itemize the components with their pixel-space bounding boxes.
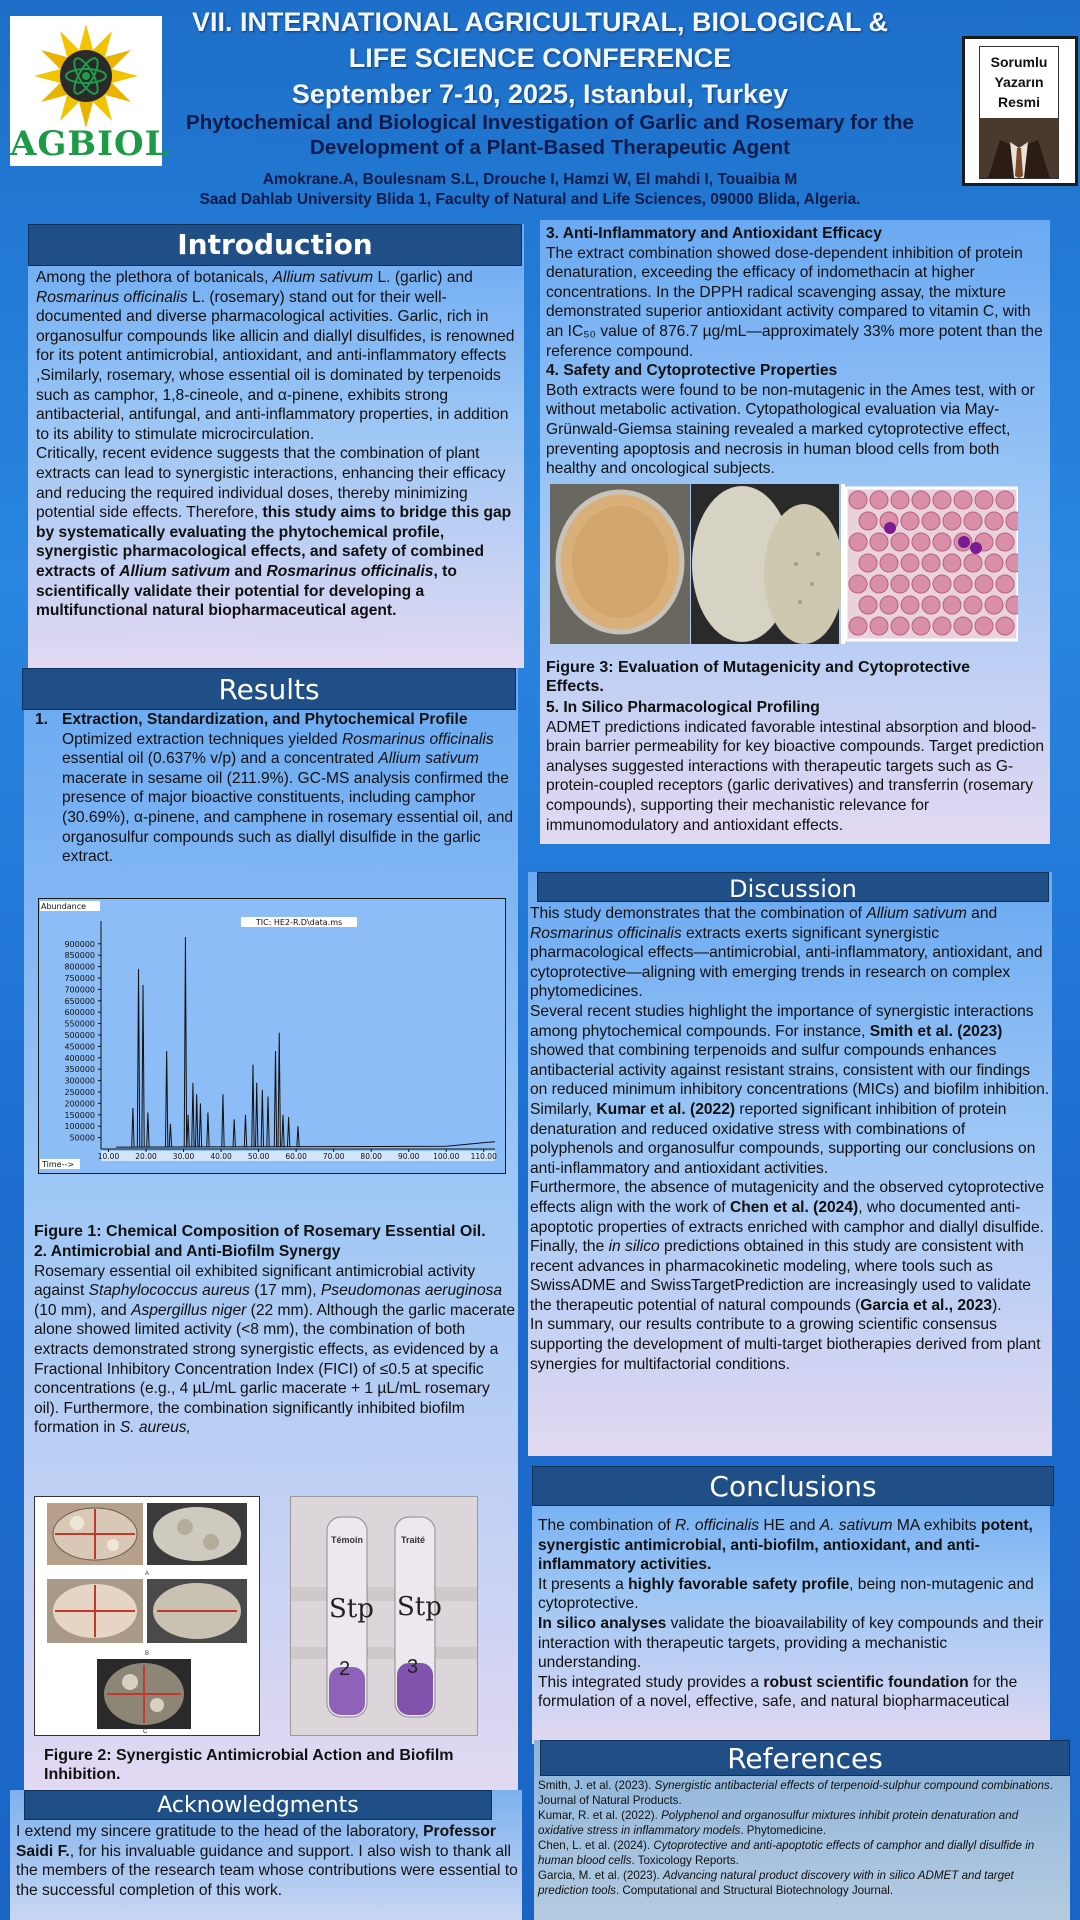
reference-item: Garcia, M. et al. (2023). Advancing natural product discovery with in silico ADMET and target prediction tools. Computational and Structural Biotechnology Journal.: [538, 1869, 1014, 1897]
figure-1-caption: Figure 1: Chemical Composition of Rosemary Essential Oil.: [34, 1223, 486, 1240]
chart-y-tick-label: 250000: [64, 1088, 95, 1097]
chart-y-tick-label: 900000: [64, 939, 95, 949]
red-blood-cell: [901, 554, 919, 572]
tube-mark-1: Stp: [329, 1594, 374, 1624]
conclusions-text: The combination of R. officinalis HE and A. sativum MA exhibits potent, synergistic antimicrobial, anti-biofilm, antioxidant, and anti-inflammatory activities. It presents a highly favorable safety profile, being non-mutagenic and cytoprotective. In silico analyses validate the bioavailability of key compounds and their interaction with therapeutic targets, providing a mechanistic understanding. This integrated study provides a robust scientific foundation for the formulation of a novel, effective, safe, and natural biopharmaceutical: [538, 1517, 1044, 1711]
red-blood-cell: [954, 491, 972, 509]
chart-x-tick-label: 20.00: [135, 1152, 157, 1161]
red-blood-cell: [912, 575, 930, 593]
red-blood-cell: [933, 533, 951, 551]
chart-y-label: Abundance: [41, 902, 87, 911]
chart-y-tick-label: 700000: [64, 985, 95, 995]
red-blood-cell: [891, 533, 909, 551]
tube-label-control: Témoin: [331, 1535, 364, 1545]
results-section-5: 5. In Silico Pharmacological Profiling ADMET predictions indicated favorable intestinal absorption and blood-brain barrier permeability for key bioactive compounds. Target prediction analyses suggested interactions with therapeutic targets such as G-protein-coupled receptors (garlic derivatives) and transferrin (rosemary compounds), supporting their mechanistic relevance for immunomodulatory and antioxidant effects.: [546, 699, 1045, 834]
plate-label-c: C: [143, 1729, 148, 1735]
red-blood-cell: [912, 617, 930, 635]
badge-line-1: Sorumlu: [990, 54, 1048, 70]
red-blood-cell: [964, 554, 982, 572]
red-blood-cell: [933, 575, 951, 593]
chart-x-tick-label: 80.00: [360, 1152, 382, 1161]
chart-x-tick-label: 50.00: [247, 1152, 270, 1161]
badge-line-2: Yazarın: [994, 74, 1044, 90]
red-blood-cell: [922, 596, 940, 614]
conference-line3: September 7-10, 2025, Istanbul, Turkey: [291, 79, 789, 109]
leukocyte: [958, 536, 970, 548]
introduction-text: Among the plethora of botanicals, Allium sativum L. (garlic) and Rosmarinus officinalis L. (rosemary) stand out for their well-documented and diverse pharmacological activities. Garlic, rich in organosulfur compounds like allicin and diallyl disulfides, is renowned for its potent antimicrobial, antioxidant, and anti-inflammatory effects ,Similarly, rosemary, whose essential oil is dominated by terpenoids such as camphor, 1,8-cineole, and α-pinene, exhibits strong antibacterial, antifungal, and anti-inflammatory properties, in addition to its ability to stimulate microcirculation. Critically, recent evidence suggests that the combination of plant extracts can lead to synergistic interactions, enhancing their efficacy and reducing the required individual doses, thereby minimizing potential side effects. Therefore, this study aims to bridge this gap by systematically evaluating the phytochemical profile, synergistic pharmacological effects, and safety of combined extracts of Allium sativum and Rosmarinus officinalis, to scientifically validate their potential for developing a multifunctional natural biopharmaceutical agent.: [36, 269, 515, 620]
acknowledgments-heading: Acknowledgments: [24, 1790, 492, 1820]
chart-y-tick-label: 550000: [64, 1019, 95, 1029]
chart-x-tick-label: 100.00: [433, 1152, 460, 1161]
red-blood-cell: [870, 575, 888, 593]
tube-number-3: 3: [407, 1656, 419, 1678]
conference-line1: VII. INTERNATIONAL AGRICULTURAL, BIOLOGICAL &: [192, 7, 888, 37]
chart-y-tick-label: 600000: [64, 1008, 95, 1018]
red-blood-cell: [901, 596, 919, 614]
chart-x-tick-label: 30.00: [172, 1152, 195, 1161]
chromatogram-svg: [39, 899, 505, 1173]
introduction-heading: Introduction: [28, 224, 522, 266]
red-blood-cell: [912, 491, 930, 509]
red-blood-cell: [901, 512, 919, 530]
poster-title: Phytochemical and Biological Investigation of Garlic and Rosemary for the Development of a Plant-Based Therapeutic Agent: [186, 111, 914, 159]
red-blood-cell: [849, 617, 867, 635]
chart-x-tick-label: 40.00: [210, 1152, 232, 1161]
red-blood-cell: [849, 491, 867, 509]
conference-line2: LIFE SCIENCE CONFERENCE: [348, 43, 732, 73]
chart-y-tick-label: 650000: [64, 996, 95, 1006]
red-blood-cell: [975, 575, 993, 593]
results-section-3: 3. Anti-Inflammatory and Antioxidant Efficacy The extract combination showed dose-dependent inhibition of protein denaturation, exceeding the efficacy of indomethacin at higher concentrations. In the DPPH radical scavenging assay, the mixture demonstrated superior antioxidant activity compared to vitamin C, with an IC₅₀ value of 876.7 µg/mL—approximately 33% more potent than the reference compound. 4. Safety and Cytoprotective Properties Both extracts were found to be non-mutagenic in the Ames test, with or without metabolic activation. Cytopathological evaluation via May-Grünwald-Giemsa staining revealed a marked cytoprotective effect, preventing apoptosis and necrosis in human blood cells from both healthy and oncological subjects.: [546, 225, 1043, 478]
figure-2-plates: [34, 1496, 260, 1736]
red-blood-cell: [870, 533, 888, 551]
red-blood-cell: [985, 554, 1003, 572]
figure-1-chromatogram: [38, 898, 506, 1174]
red-blood-cell: [975, 491, 993, 509]
red-blood-cell: [996, 533, 1014, 551]
chart-y-tick-label: 450000: [64, 1042, 95, 1052]
tube-mark-2: Stp: [397, 1592, 442, 1622]
logo-text: AGBIOL: [10, 124, 170, 164]
chart-plot-area: [101, 921, 495, 1149]
blood-smear-image: [846, 488, 1018, 640]
red-blood-cell: [996, 575, 1014, 593]
leukocyte: [884, 522, 896, 534]
results-section-1: 1. Extraction, Standardization, and Phytochemical Profile Optimized extraction techniques yielded Rosmarinus officinalis essential oil (0.637% v/p) and a concentrated Allium sativum macerate in sesame oil (211.9%). GC-MS analysis confirmed the presence of major bioactive constituents, including camphor (30.69%), α-pinene, and camphene in rosemary essential oil, and organosulfur compounds such as diallyl disulfide in the garlic extract.: [35, 711, 514, 866]
red-blood-cell: [985, 596, 1003, 614]
discussion-text: This study demonstrates that the combination of Allium sativum and Rosmarinus officinalis extracts exerts significant synergistic pharmacological effects—antimicrobial, anti-inflammatory, antioxidant, and cytoprotective—aligning with emerging trends in research on complex phytomedicines. Several recent studies highlight the importance of synergistic interactions among phytochemical compounds. For instance, Smith et al. (2023) showed that combining terpenoids and sulfur compounds enhances antibacterial activity against resistant strains, consistent with our findings on reduced minimum inhibitory concentrations (MICs) and biofilm inhibition. Similarly, Kumar et al. (2022) reported significant inhibition of protein denaturation and reduced oxidative stress with combinations of polyphenols and organosulfur compounds, supporting our conclusions on anti-inflammatory and antioxidant activities. Furthermore, the absence of mutagenicity and the observed cytoprotective effects align with the work of Chen et al. (2024), who documented anti-apoptotic properties of extracts enriched with camphor and diallyl disulfide. Finally, the in silico predictions obtained in this study are consistent with recent advances in pharmacokinetic modeling, where tools such as SwissADME and SwissTargetPrediction are increasingly used to validate the therapeutic potential of natural compounds (Garcia et al., 2023). In summary, our results contribute to a growing scientific consensus supporting the development of multi-target biotherapies derived from plant synergies for multifactorial conditions.: [530, 905, 1050, 1373]
red-blood-cell: [891, 617, 909, 635]
results-section-2: 2. Antimicrobial and Anti-Biofilm Synergy Rosemary essential oil exhibited significant antimicrobial activity against Staphylococcus aureus (17 mm), Pseudomonas aeruginosa (10 mm), and Aspergillus niger (22 mm). Although the garlic macerate alone showed limited activity (<8 mm), the combination of both extracts demonstrated strong synergistic effects, as evidenced by a Fractional Inhibitory Concentration Index (FICI) of ≤0.5 at specific concentrations (e.g., 4 µL/mL garlic macerate + 1 µL/mL rosemary oil). Furthermore, the combination significantly inhibited biofilm formation in S. aureus,: [34, 1243, 516, 1437]
red-blood-cell: [891, 491, 909, 509]
red-blood-cell: [954, 617, 972, 635]
red-blood-cell: [985, 512, 1003, 530]
figure-2-tubes: [290, 1496, 478, 1736]
reference-item: Smith, J. et al. (2023). Synergistic antibacterial effects of terpenoid-sulphur compound combinations. Journal of Natural Products.: [538, 1779, 1053, 1807]
chart-y-tick-label: 350000: [64, 1065, 95, 1075]
red-blood-cell: [943, 554, 961, 572]
reference-item: Chen, L. et al. (2024). Cytoprotective and anti-apoptotic effects of camphor and diallyl disulfide in human blood cells. Toxicology Reports.: [538, 1839, 1035, 1867]
red-blood-cell: [954, 575, 972, 593]
red-blood-cell: [922, 554, 940, 572]
references-heading: References: [540, 1740, 1070, 1776]
red-blood-cell: [1006, 596, 1018, 614]
chart-y-tick-label: 500000: [64, 1031, 95, 1040]
figure-2-caption: Figure 2: Synergistic Antimicrobial Action and Biofilm Inhibition.: [44, 1747, 454, 1783]
red-blood-cell: [859, 512, 877, 530]
chart-y-tick-label: 750000: [64, 974, 95, 983]
badge-line-3: Resmi: [997, 94, 1041, 110]
red-blood-cell: [880, 596, 898, 614]
results-heading: Results: [22, 668, 516, 710]
red-blood-cell: [891, 575, 909, 593]
references-list: [538, 1778, 1064, 1898]
red-blood-cell: [922, 512, 940, 530]
red-blood-cell: [912, 533, 930, 551]
red-blood-cell: [933, 491, 951, 509]
tube-label-treated: Traité: [401, 1535, 426, 1545]
red-blood-cell: [880, 554, 898, 572]
poster-authors: Amokrane.A, Boulesnam S.L, Drouche I, Hamzi W, El mahdi I, Touaibia M Saad Dahlab University Blida 1, Faculty of Natural and Life Sciences, 09000 Blida, Algeria.: [199, 171, 861, 208]
red-blood-cell: [849, 533, 867, 551]
red-blood-cell: [943, 512, 961, 530]
red-blood-cell: [933, 617, 951, 635]
red-blood-cell: [996, 617, 1014, 635]
chart-y-tick-label: 100000: [64, 1122, 95, 1132]
red-blood-cell: [849, 575, 867, 593]
red-blood-cell: [870, 491, 888, 509]
leukocyte: [970, 542, 982, 554]
conference-title: [170, 4, 910, 112]
chart-x-tick-label: 70.00: [322, 1152, 345, 1161]
author-badge: [962, 36, 1078, 186]
reference-item: Kumar, R. et al. (2022). Polyphenol and organosulfur mixtures inhibit protein denaturation and oxidative stress in inflammatory models. Phytomedicine.: [538, 1809, 1019, 1837]
conclusions-heading: Conclusions: [532, 1466, 1054, 1506]
acknowledgments-text: I extend my sincere gratitude to the head of the laboratory, Professor Saidi F., for his invaluable guidance and support. I also wish to thank all the members of the research team whose contributions were essential to the successful completion of this work.: [16, 1823, 518, 1899]
chart-title: TIC: HE2-R.D\data.ms: [255, 918, 343, 927]
chart-y-tick-label: 850000: [64, 951, 95, 961]
chart-y-tick-label: 200000: [64, 1099, 95, 1109]
chart-y-tick-label: 50000: [69, 1133, 95, 1143]
discussion-heading: Discussion: [537, 872, 1049, 902]
chart-x-tick-label: 110.00: [470, 1152, 497, 1161]
red-blood-cell: [996, 491, 1014, 509]
chart-y-tick-label: 300000: [64, 1076, 95, 1086]
figure-3-images: [550, 484, 1018, 644]
red-blood-cell: [975, 617, 993, 635]
plate-label-a: A: [145, 1571, 150, 1577]
tube-number-2: 2: [339, 1658, 351, 1680]
red-blood-cell: [1006, 554, 1018, 572]
chart-x-label: Time-->: [42, 1160, 75, 1169]
red-blood-cell: [943, 596, 961, 614]
figure-3-caption: Figure 3: Evaluation of Mutagenicity and Cytoprotective Effects.: [546, 659, 971, 695]
chart-y-tick-label: 400000: [64, 1053, 95, 1063]
portrait-photo: [980, 118, 1058, 178]
red-blood-cell: [870, 617, 888, 635]
plate-label-b: B: [145, 1651, 150, 1657]
red-blood-cell: [859, 554, 877, 572]
red-blood-cell: [964, 512, 982, 530]
chart-x-tick-label: 10.00: [97, 1152, 120, 1161]
chart-y-tick-label: 800000: [64, 962, 95, 972]
chart-x-tick-label: 90.00: [397, 1152, 420, 1161]
red-blood-cell: [859, 596, 877, 614]
chart-x-tick-label: 60.00: [285, 1152, 307, 1161]
red-blood-cell: [1006, 512, 1018, 530]
chart-y-tick-label: 150000: [64, 1110, 95, 1120]
red-blood-cell: [964, 596, 982, 614]
